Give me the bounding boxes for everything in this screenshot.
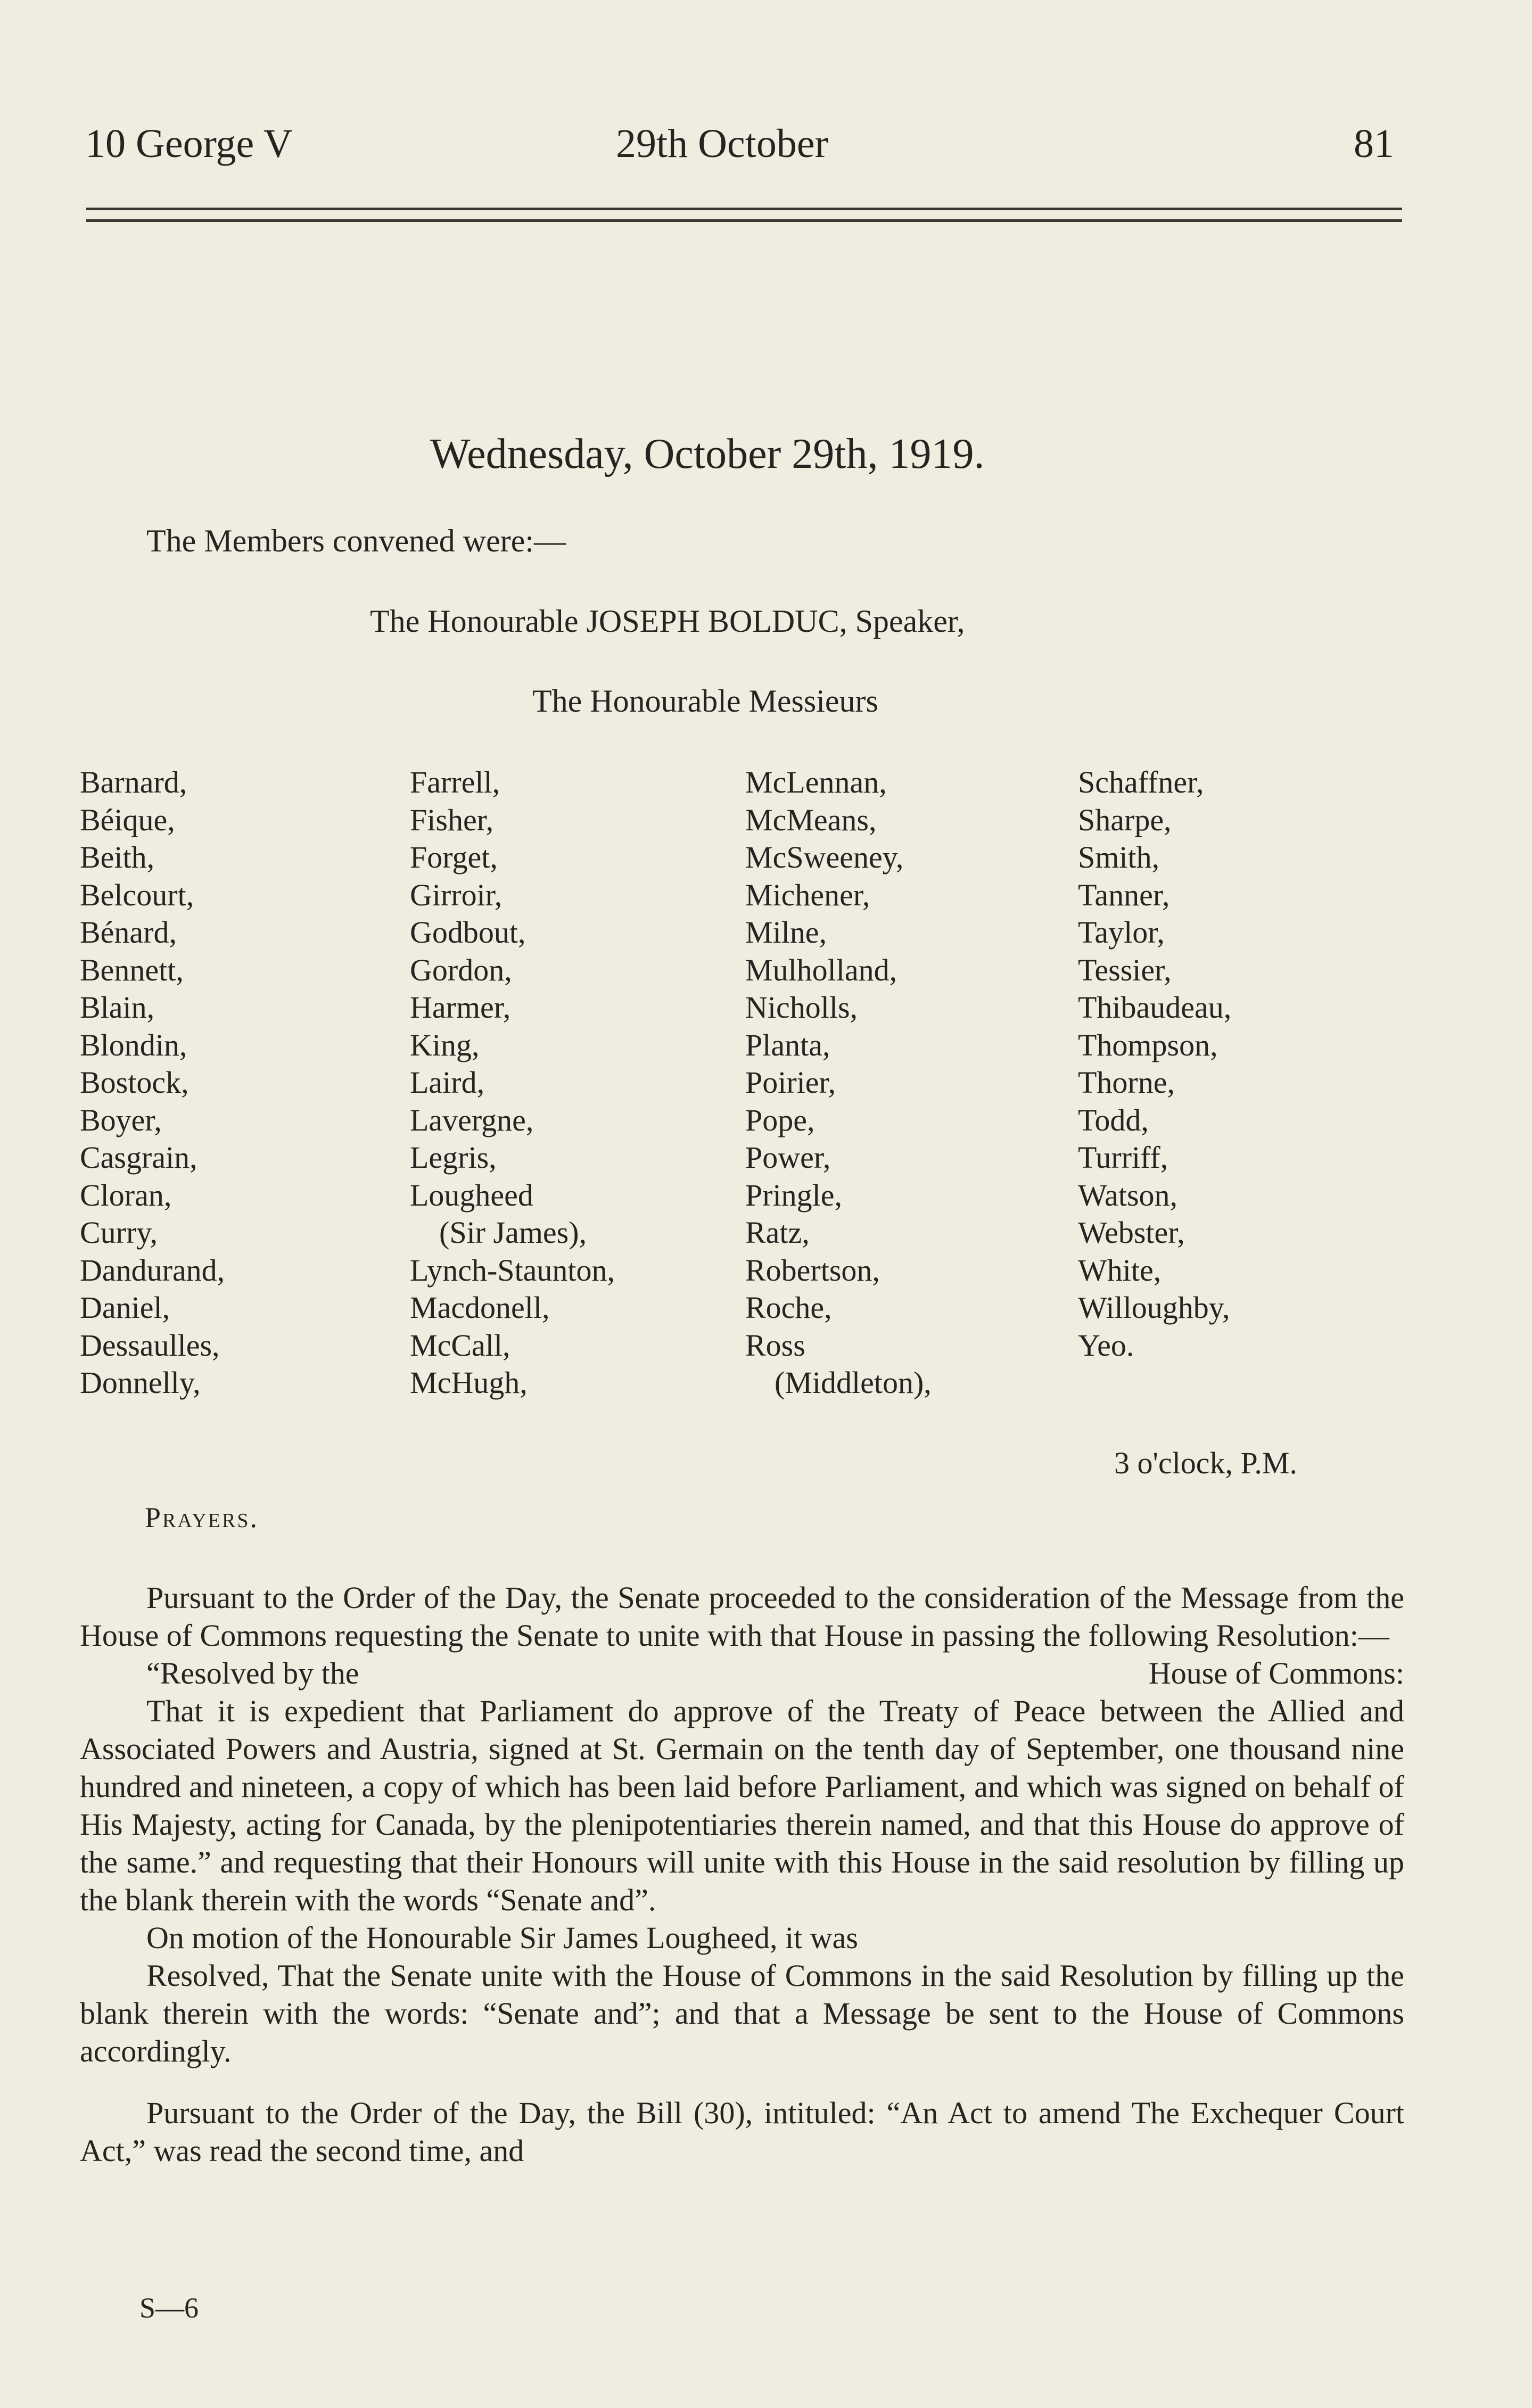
member-name: Donnelly, [80, 1365, 201, 1400]
running-head-left: 10 George V [85, 121, 293, 166]
member-name: White, [1078, 1252, 1162, 1288]
paragraph-motion: On motion of the Honourable Sir James Lougheed, it was [146, 1920, 858, 1955]
page-number: 81 [1354, 121, 1394, 166]
member-name: Harmer, [410, 990, 511, 1025]
member-name: Girroir, [410, 877, 503, 912]
member-name: Webster, [1078, 1215, 1185, 1250]
paragraph-order-of-day: Pursuant to the Order of the Day, the Senate proceeded to the consideration of the Message from the House of Commons requesting the Senate to unite with that House in passing the following Resolution:— [80, 1580, 1404, 1653]
resolution-heading-line [80, 1654, 1404, 1692]
member-name: Pringle, [745, 1177, 843, 1213]
member-name: Lynch-Staunton, [410, 1252, 615, 1288]
member-name: Laird, [410, 1065, 485, 1100]
member-name: Taylor, [1078, 915, 1165, 950]
member-name: McLennan, [745, 765, 887, 799]
header-rule-top [86, 208, 1402, 210]
members-column-3 [745, 764, 932, 1402]
member-name: Todd, [1078, 1102, 1149, 1137]
speaker-line: The Honourable JOSEPH BOLDUC, Speaker, [370, 604, 965, 639]
member-name: Belcourt, [80, 877, 194, 912]
member-name: Tanner, [1078, 877, 1170, 912]
sitting-time: 3 o'clock, P.M. [1114, 1446, 1297, 1480]
member-name: Daniel, [80, 1290, 170, 1325]
member-name: McHugh, [410, 1365, 528, 1400]
member-name: Pope, [745, 1102, 815, 1137]
member-name: Lougheed [410, 1177, 533, 1213]
member-name: Forget, [410, 840, 498, 875]
member-name: Tessier, [1078, 952, 1172, 987]
member-name: King, [410, 1027, 480, 1062]
member-name: Roche, [745, 1290, 832, 1325]
member-name: Blondin, [80, 1027, 187, 1062]
member-name: Fisher, [410, 802, 494, 837]
member-name: Smith, [1078, 840, 1160, 875]
messieurs-line: The Honourable Messieurs [532, 683, 878, 719]
member-name: Michener, [745, 877, 870, 912]
running-head-center: 29th October [616, 121, 828, 166]
members-column-2 [410, 764, 615, 1402]
member-name: Yeo. [1078, 1327, 1134, 1363]
member-name: McCall, [410, 1327, 510, 1363]
member-name: McMeans, [745, 802, 877, 837]
member-name: Ratz, [745, 1215, 810, 1250]
member-name: Godbout, [410, 915, 526, 950]
member-name: Power, [745, 1140, 831, 1175]
member-name: Bénard, [80, 915, 177, 950]
member-name: Bostock, [80, 1065, 189, 1100]
member-name: Nicholls, [745, 990, 858, 1025]
member-name: (Sir James), [439, 1215, 587, 1250]
member-name: Macdonell, [410, 1290, 550, 1325]
member-name: Farrell, [410, 765, 500, 799]
member-name: Sharpe, [1078, 802, 1172, 837]
member-name: Milne, [745, 915, 827, 950]
resolved-by-label: “Resolved by the [146, 1656, 359, 1690]
header-rule-bottom [86, 219, 1402, 222]
paragraph-bill-30: Pursuant to the Order of the Day, the Bill (30), intituled: “An Act to amend The Exchequer Court Act,” was read the second time, and [80, 2096, 1404, 2168]
member-name: Dandurand, [80, 1252, 225, 1288]
member-name: Thibaudeau, [1078, 990, 1232, 1025]
member-name: McSweeney, [745, 840, 904, 875]
member-name: Gordon, [410, 952, 512, 987]
members-column-4 [1078, 764, 1231, 1364]
member-name: Turriff, [1078, 1140, 1168, 1175]
member-name: Poirier, [745, 1065, 836, 1100]
member-name: Robertson, [745, 1252, 880, 1288]
date-heading: Wednesday, October 29th, 1919. [430, 431, 985, 477]
member-name: Mulholland, [745, 952, 897, 987]
member-name: (Middleton), [775, 1365, 932, 1400]
member-name: Lavergne, [410, 1102, 534, 1137]
member-name: Thompson, [1078, 1027, 1218, 1062]
signature-mark: S—6 [139, 2292, 199, 2324]
member-name: Casgrain, [80, 1140, 197, 1175]
member-name: Beith, [80, 840, 155, 875]
member-name: Cloran, [80, 1177, 172, 1213]
member-name: Barnard, [80, 765, 187, 799]
house-of-commons-label: House of Commons: [1148, 1656, 1404, 1690]
member-name: Schaffner, [1078, 765, 1204, 799]
member-name: Willoughby, [1078, 1290, 1230, 1325]
proceedings-text [80, 1579, 1404, 2170]
member-name: Thorne, [1078, 1065, 1175, 1100]
member-name: Planta, [745, 1027, 830, 1062]
member-name: Curry, [80, 1215, 158, 1250]
paragraph-resolved: Resolved, That the Senate unite with the House of Commons in the said Resolution by filling up the blank therein with the words: “Senate and”; and that a Message be sent to the House of Commons accordingly. [80, 1958, 1404, 2068]
prayers-heading: Prayers. [145, 1502, 259, 1533]
member-name: Watson, [1078, 1177, 1178, 1213]
member-name: Legris, [410, 1140, 497, 1175]
paragraph-treaty-resolution: That it is expedient that Parliament do approve of the Treaty of Peace between the Allied and Associated Powers and Austria, signed at St. Germain on the tenth day of September, one thousand nine hundred and nineteen, a copy of which has been laid before Parliament, and which was signed on behalf of His Majesty, acting for Canada, by the plenipotentiaries therein named, and that this House do approve of the same.” and requesting that their Honours will unite with this House in the said resolution by filling up the blank therein with the words “Senate and”. [80, 1694, 1404, 1917]
members-intro: The Members convened were:— [146, 523, 566, 558]
member-name: Bennett, [80, 952, 184, 987]
member-name: Dessaulles, [80, 1327, 220, 1363]
member-name: Ross [745, 1327, 805, 1363]
member-name: Boyer, [80, 1102, 162, 1137]
member-name: Blain, [80, 990, 155, 1025]
members-column-1 [80, 764, 225, 1402]
member-name: Béique, [80, 802, 175, 837]
